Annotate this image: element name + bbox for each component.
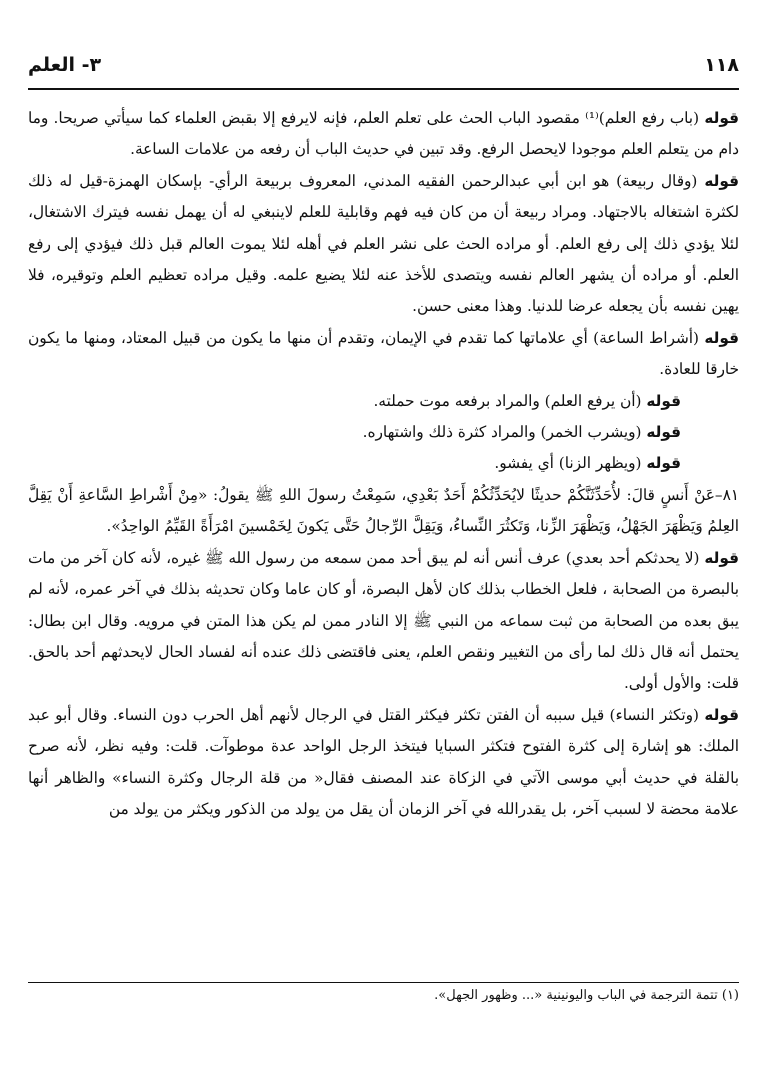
chapter-title: ٣- العلم — [28, 54, 102, 76]
paragraph-text: (ويشرب الخمر) والمراد كثرة ذلك واشتهاره. — [362, 423, 647, 442]
header-rule — [28, 88, 739, 90]
keyword-label: قوله — [704, 548, 739, 567]
page-number: ١١٨ — [704, 54, 739, 76]
keyword-label: قوله — [704, 328, 739, 347]
paragraph-text: (وتكثر النساء) قيل سببه أن الفتن تكثر فيكثر القتل في الرجال لأنهم أهل الحرب دون النساء. وقال أبو عبد الملك: هو إشارة إلى كثرة الفتوح فتكثر السبايا فيتخذ الرجل الواحد عدة موطوآت. قلت: وفيه نظر، لأنه صرح بالقلة في حديث أبي موسى الآتي في الزكاة عند المصنف فقال« من قلة الرجال وكثرة النساء» والظاهر أنها علامة محضة لا لسبب آخر، بل يقدرالله في آخر الزمان أن يقل من يولد من الذكور ويكثر من يولد من — [28, 705, 739, 818]
paragraph-text: (وقال ربيعة) هو ابن أبي عبدالرحمن الفقيه المدني، المعروف بربيعة الرأي- بإسكان الهمزة-قيل له ذلك لكثرة اشتغاله بالاجتهاد. ومراد ربيعة أن من كان فيه فهم وقابلية للعلم لاينبغي له أن يهمل نفسه فيترك الاشتغال، لئلا يؤدي ذلك إلى رفع العلم. أو مراده الحث على نشر العلم في أهله لئلا يموت العالم قبل ذلك فيؤدي إلى رفع العلم. أو مراده أن يشهر العالم نفسه ويتصدى للأخذ عنه لئلا يضيع علمه. وقيل مراده تعظيم العلم وتوقيره، فلا يهين نفسه بأن يجعله عرضا للدنيا. وهذا معنى حسن. — [28, 171, 739, 316]
keyword-label: قوله — [646, 454, 681, 473]
paragraph-text: (لا يحدثكم أحد بعدي) عرف أنس أنه لم يبق أحد ممن سمعه من رسول الله ﷺ غيره، لأنه كان آخر من مات بالبصرة من الصحابة ، فلعل الخطاب بذلك كان لأهل البصرة، أو كان عاما وكان تحديثه بذلك في آخر عمره، لأنه لم يبق بعده من الصحابة من ثبت سماعه من النبي ﷺ إلا النادر ممن لم يكن هذا المتن في مرويه. وقال ابن بطال: يحتمل أنه قال ذلك لما رأى من التغيير ونقص العلم، يعنى فاقتضى ذلك عنده أنه لفساد الحال لايحدثهم أحد بالحق. قلت: والأول أولى. — [28, 548, 739, 693]
keyword-label: قوله — [704, 109, 739, 127]
paragraph-text: (ويظهر الزنا) أي يفشو. — [494, 454, 647, 473]
commentary-paragraph — [28, 166, 739, 323]
keyword-label: قوله — [704, 705, 739, 724]
keyword-label: قوله — [646, 391, 681, 410]
page-header — [28, 54, 739, 84]
footnote-rule — [28, 982, 739, 983]
commentary-paragraph — [28, 448, 739, 479]
paragraph-text: (أشراط الساعة) أي علاماتها كما تقدم في الإيمان، وتقدم أن منها ما يكون من قبيل المعتاد، ومنها ما يكون خارقا للعادة. — [28, 328, 739, 379]
commentary-paragraph — [28, 417, 739, 448]
keyword-label: قوله — [646, 423, 681, 442]
commentary-paragraph — [28, 323, 739, 386]
page-body — [28, 103, 739, 825]
commentary-paragraph — [28, 386, 739, 417]
paragraph-text: (أن يرفع العلم) والمراد برفعه موت حملته. — [373, 391, 647, 410]
hadith-paragraph — [28, 480, 739, 543]
keyword-label: قوله — [704, 171, 739, 190]
commentary-paragraph — [28, 103, 739, 166]
commentary-paragraph — [28, 700, 739, 826]
paragraph-text: ٨١–عَنْ أَنسٍ قالَ: لأُحَدِّثَنَّكُمْ حديثًا لايُحَدِّثُكُمْ أَحَدٌ بَعْدِي، سَمِعْتُ رسولَ اللهِ ﷺ يقولُ: «مِنْ أَشْراطِ السَّاعةِ أَنْ يَقِلَّ العِلمُ وَيَظْهَرَ الجَهْلُ، وَيَظْهَرَ الزِّنا، وَتَكثُرَ النِّساءُ، وَيَقِلَّ الرِّجالُ حَتَّى يَكونَ لِخَمْسينَ امْرَأَةً القَيِّمُ الواحِدُ». — [28, 485, 739, 536]
paragraph-text: (باب رفع العلم)⁽¹⁾ مقصود الباب الحث على تعلم العلم، فإنه لايرفع إلا بقبض العلماء كما سيأتي صريحا. وما دام من يتعلم العلم موجودا لايحصل الرفع. وقد تبين في حديث الباب أن رفعه من علامات الساعة. — [28, 109, 739, 159]
commentary-paragraph — [28, 543, 739, 700]
footnote: (١) تتمة الترجمة في الباب واليونينية «... وظهور الجهل». — [434, 988, 739, 1003]
